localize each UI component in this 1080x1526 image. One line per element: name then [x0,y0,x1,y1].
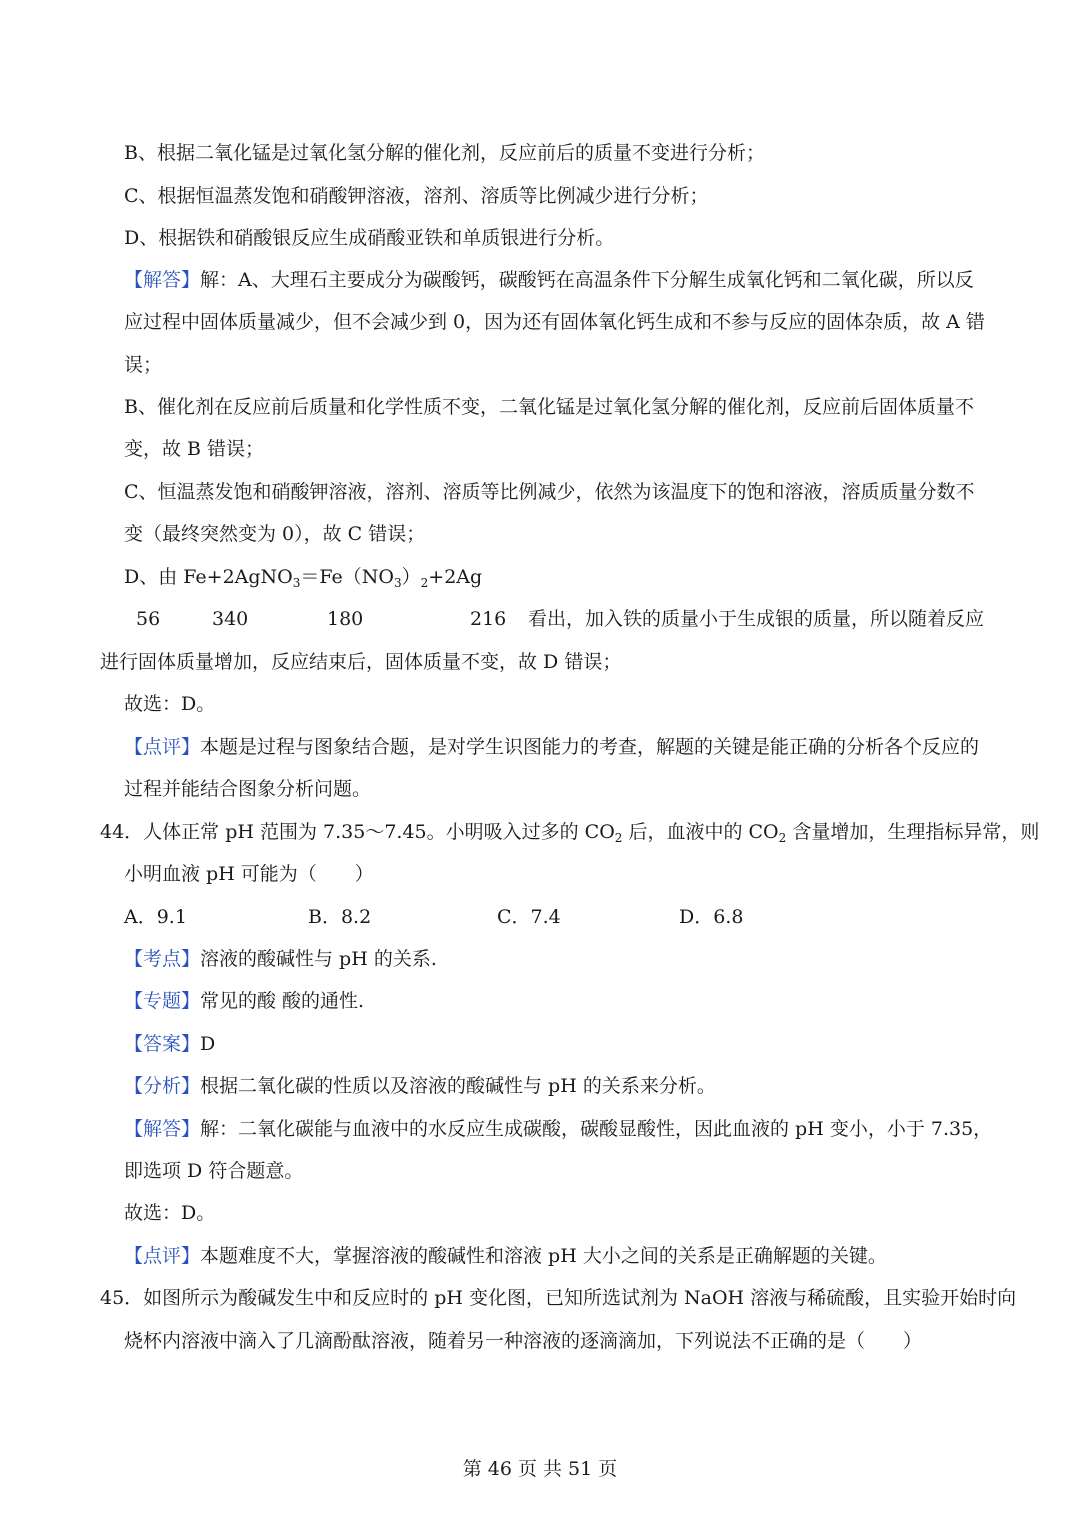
question-44-options [0,904,1080,930]
solution-43-line3: 误； [124,354,163,376]
chemical-equation: D、由 $Fe+2AgNO_3=Fe(NO_3)_2+2Ag$ [124,566,483,590]
analysis-b: B、根据二氧化锰是过氧化氢分解的催化剂，反应前后的质量不变进行分析； [124,142,765,164]
choice-43: 故选：D。 [124,693,216,715]
mass-agno3: 340 [212,608,249,630]
option-a: A．9.1 [124,906,187,928]
solution-c-line2: 变（最终突然变为 0），故 C 错误； [124,523,426,545]
mass-text: 看出，加入铁的质量小于生成银的质量，所以随着反应 [528,608,985,630]
choice-44: 故选：D。 [124,1202,216,1224]
option-d: D．6.8 [679,906,744,928]
knowledge-point: 【考点】溶液的酸碱性与 pH 的关系. [124,948,437,970]
comment-44: 【点评】本题难度不大，掌握溶液的酸碱性和溶液 pH 大小之间的关系是正确解题的关键。 [124,1245,887,1267]
mass-ag: 216 [470,608,507,630]
solution-b-line1: B、催化剂在反应前后质量和化学性质不变，二氧化锰是过氧化氢分解的催化剂，反应前后固体质量不 [124,396,974,418]
question-44-stem2: 小明血液 pH 可能为（ ） [124,863,374,885]
solution-44-line1: 【解答】解：二氧化碳能与血液中的水反应生成碳酸，碳酸显酸性，因此血液的 pH 变小，小于 7.35， [124,1118,993,1140]
relative-masses [0,606,1080,632]
solution-d-cont: 进行固体质量增加，反应结束后，固体质量不变，故 D 错误； [100,651,622,673]
comment-43-line2: 过程并能结合图象分析问题。 [124,778,372,800]
comment-tag: 【点评】 [124,736,201,758]
page-footer: 第 46 页 共 51 页 [462,1458,618,1480]
mass-fe-no3: 180 [327,608,364,630]
solution-44-line2: 即选项 D 符合题意。 [124,1160,304,1182]
analysis-44: 【分析】根据二氧化碳的性质以及溶液的酸碱性与 pH 的关系来分析。 [124,1075,716,1097]
solution-43-line1: 【解答】解：A、大理石主要成分为碳酸钙，碳酸钙在高温条件下分解生成氧化钙和二氧化碳，所以反 [124,269,974,291]
option-b: B．8.2 [308,906,372,928]
mass-fe: 56 [136,608,161,630]
question-45-line2: 烧杯内溶液中滴入了几滴酚酞溶液，随着另一种溶液的逐滴滴加，下列说法不正确的是（ ） [124,1330,923,1352]
question-45-line1: 45．如图所示为酸碱发生中和反应时的 pH 变化图，已知所选试剂为 NaOH 溶液与稀硫酸，且实验开始时向 [100,1287,1017,1309]
solution-b-line2: 变，故 B 错误； [124,438,265,460]
comment-43-line1: 【点评】本题是过程与图象结合题，是对学生识图能力的考查，解题的关键是能正确的分析各个反应的 [124,736,980,758]
option-c: C．7.4 [497,906,561,928]
solution-c-line1: C、恒温蒸发饱和硝酸钾溶液，溶剂、溶质等比例减少，依然为该温度下的饱和溶液，溶质质量分数不 [124,481,975,503]
topic: 【专题】常见的酸 酸的通性. [124,990,365,1012]
analysis-d: D、根据铁和硝酸银反应生成硝酸亚铁和单质银进行分析。 [124,227,615,249]
question-44-stem: 44．人体正常 pH 范围为 7.35～7.45。小明吸入过多的 $CO_2$ 后，血液中的 $CO_2$ 含量增加，生理指标异常，则 [100,821,1040,845]
solution-43-line2: 应过程中固体质量减少，但不会减少到 0，因为还有固体氧化钙生成和不参与反应的固体杂质，故 A 错 [124,311,985,333]
analysis-c: C、根据恒温蒸发饱和硝酸钾溶液，溶剂、溶质等比例减少进行分析； [124,185,709,207]
solution-tag: 【解答】 [124,269,201,291]
answer: 【答案】D [124,1033,216,1055]
